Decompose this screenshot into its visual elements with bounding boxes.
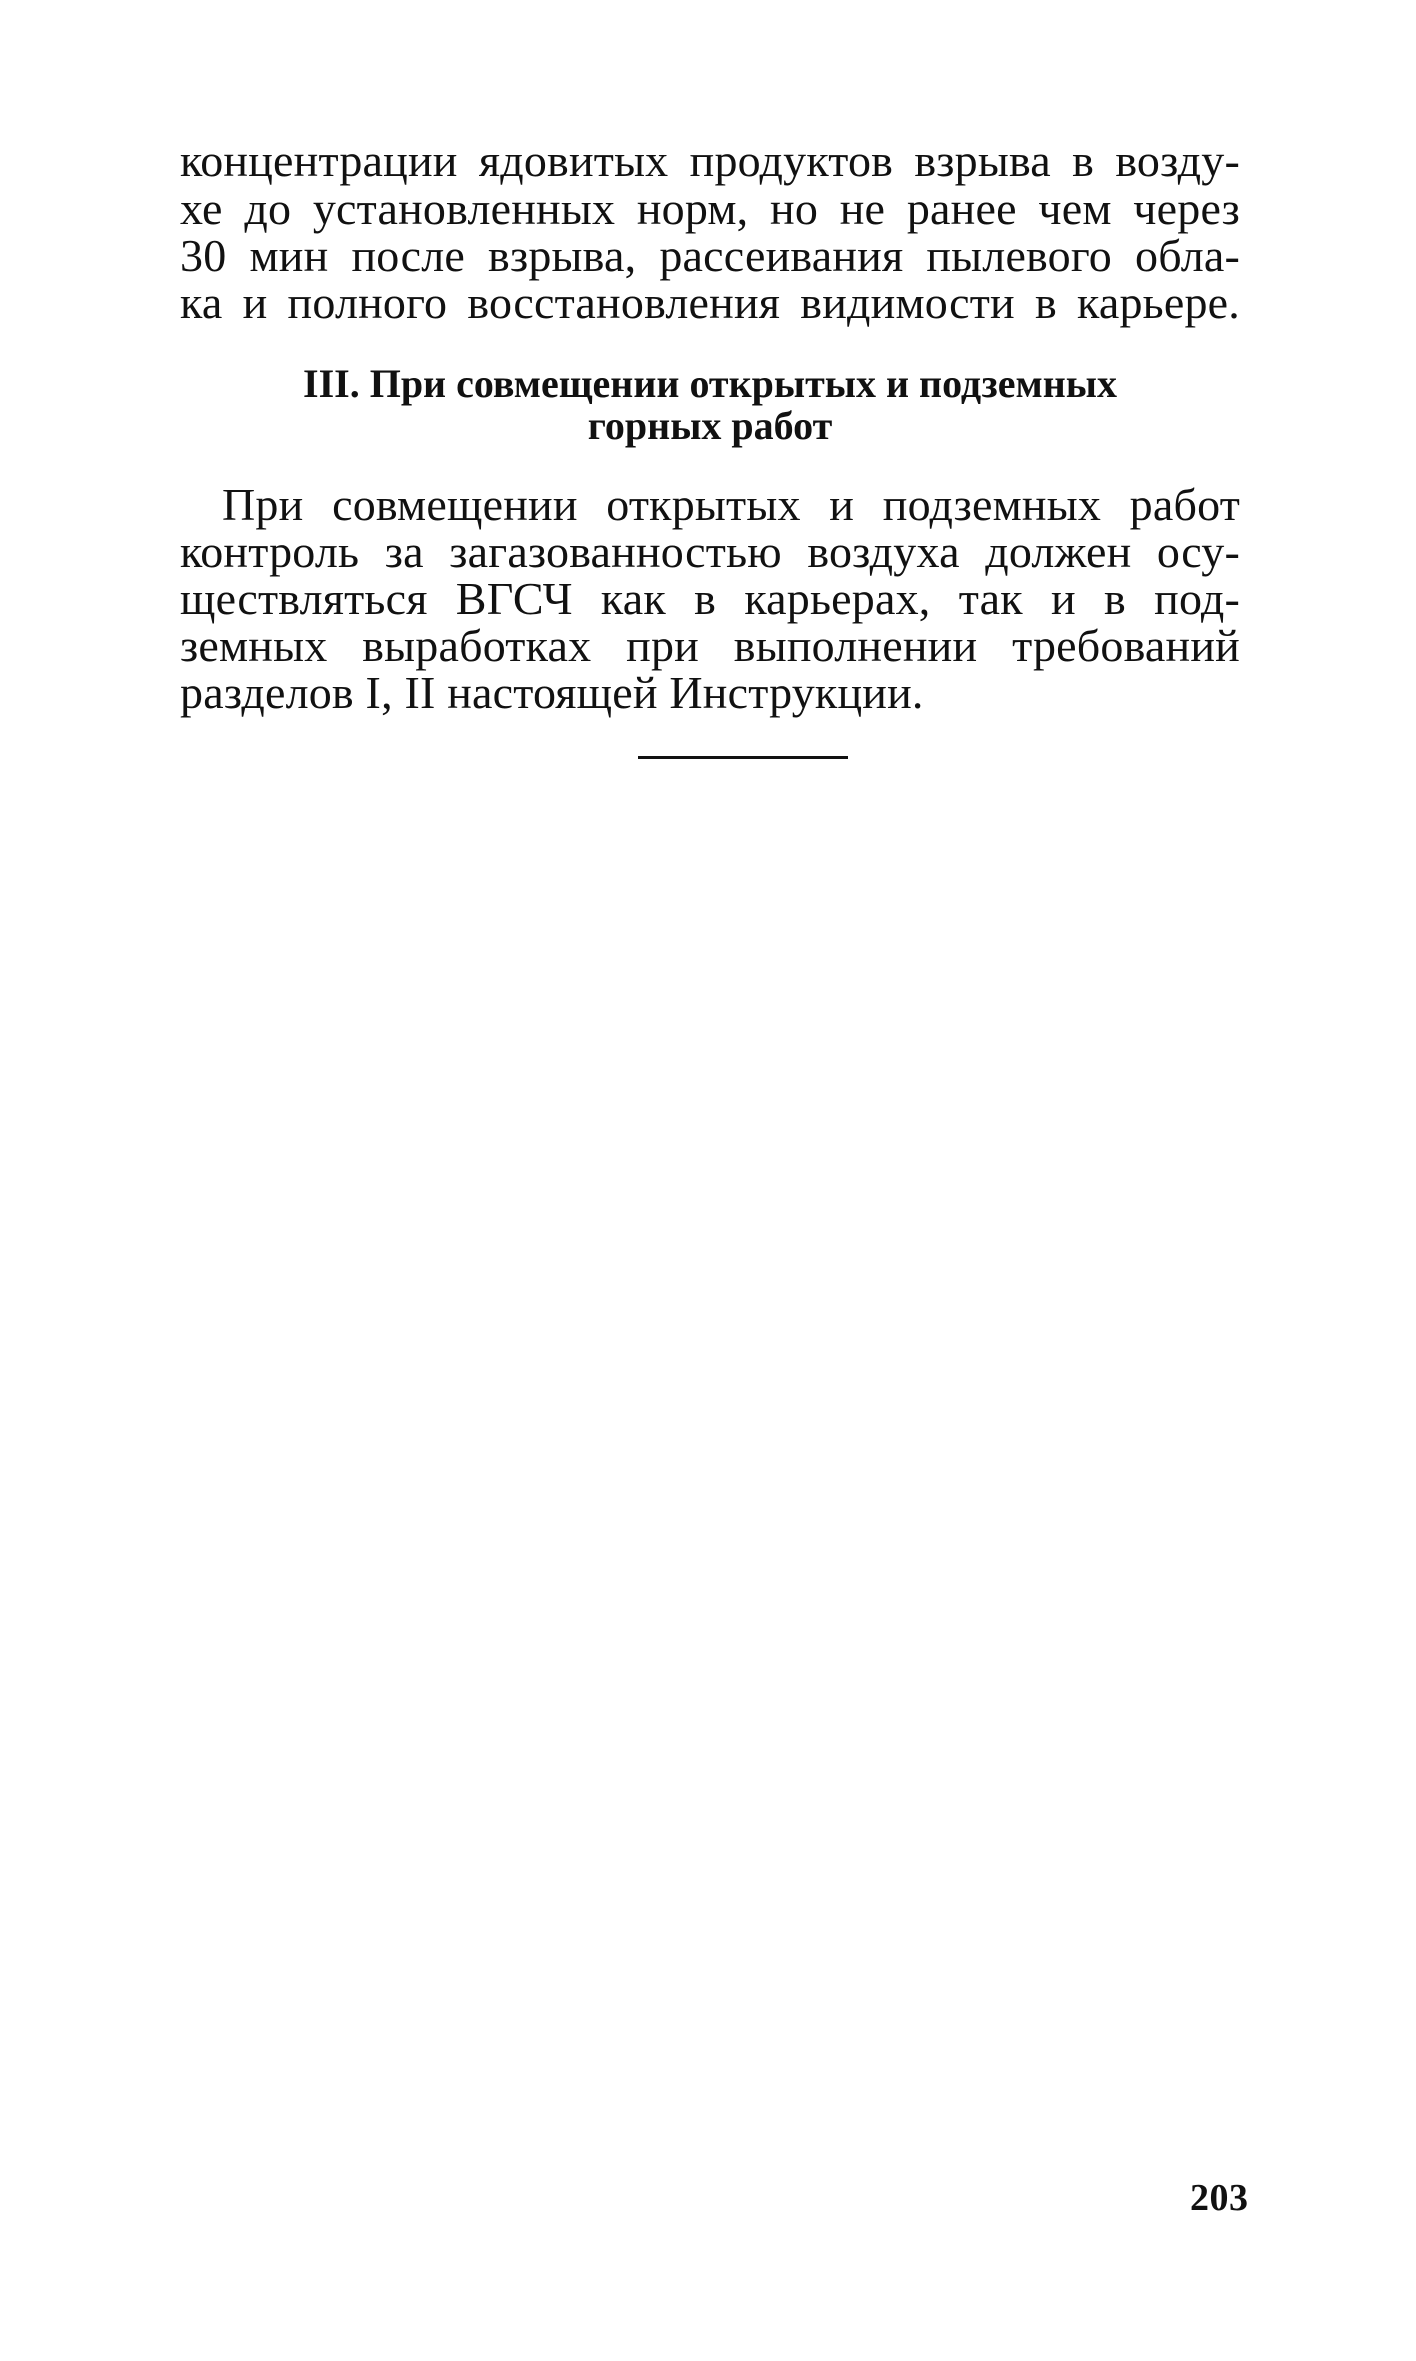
paragraph1-line-2: хе до установленных норм, но не ранее чем через bbox=[180, 183, 1240, 234]
page-number: 203 bbox=[1190, 2177, 1249, 2219]
section-end-rule bbox=[638, 756, 848, 759]
paragraph2-line-1: При совмещении открытых и подземных работ bbox=[222, 479, 1240, 530]
paragraph1-line-1: концентрации ядовитых продуктов взрыва в возду- bbox=[180, 135, 1240, 186]
paragraph1-line-4: ка и полного восстановления видимости в карьере. bbox=[180, 277, 1240, 328]
paragraph2-line-5: разделов I, II настоящей Инструкции. bbox=[180, 667, 924, 718]
section-heading-line-2: горных работ bbox=[587, 403, 833, 448]
paragraph1-line-3: 30 мин после взрыва, рассеивания пылевого обла- bbox=[180, 230, 1240, 281]
paragraph2-line-3: ществляться ВГСЧ как в карьерах, так и в под- bbox=[180, 573, 1240, 624]
paragraph2-line-4: земных выработках при выполнении требований bbox=[180, 620, 1240, 671]
paragraph2-line-2: контроль за загазованностью воздуха должен осу- bbox=[180, 526, 1240, 577]
section-heading-line-1: III. При совмещении открытых и подземных bbox=[303, 361, 1117, 406]
